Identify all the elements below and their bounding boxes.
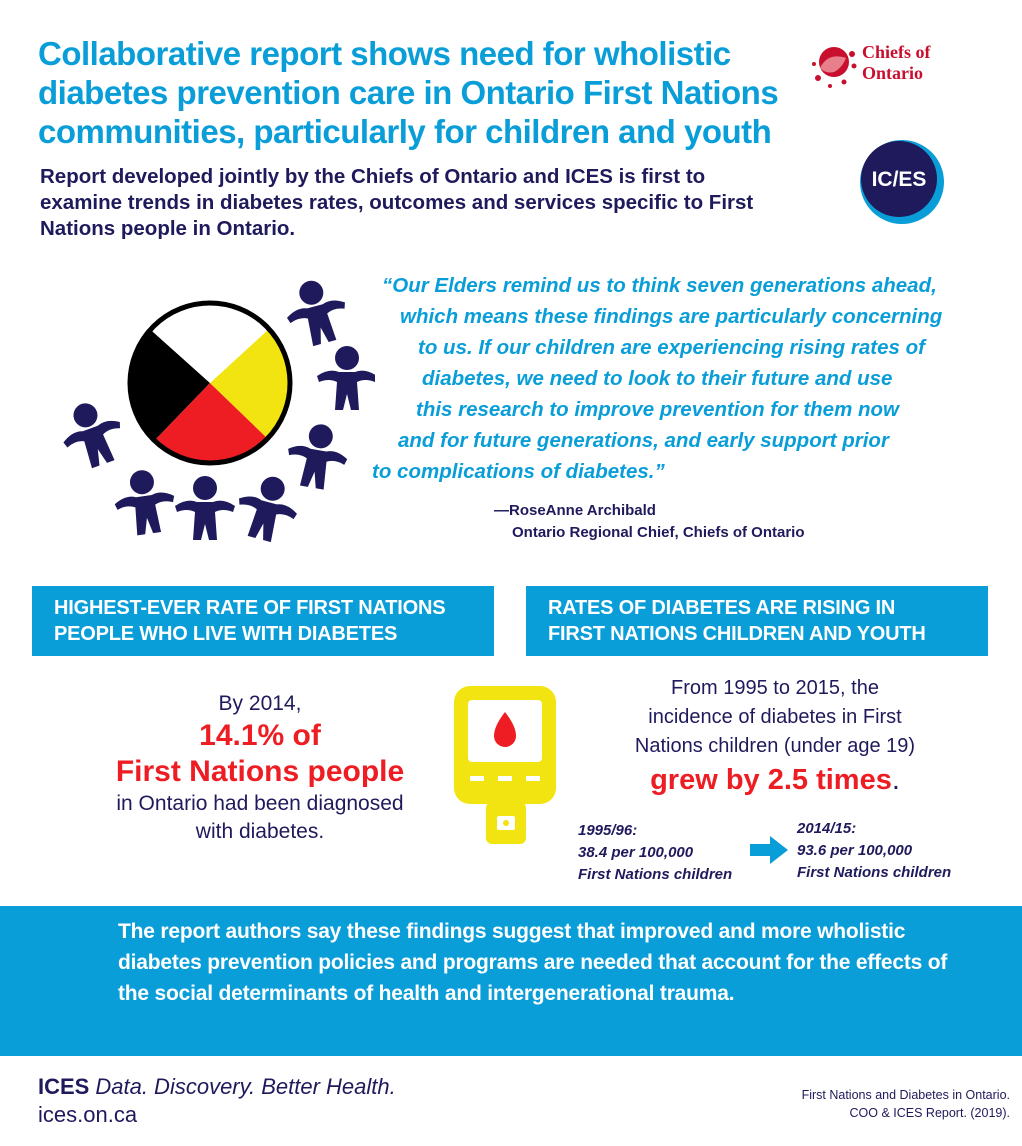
stat-prevalence bbox=[60, 690, 460, 846]
banner-line: RATES OF DIABETES ARE RISING IN bbox=[548, 597, 896, 619]
stat-outro: in Ontario had been diagnosed bbox=[116, 792, 404, 815]
banner-line: PEOPLE WHO LIVE WITH DIABETES bbox=[54, 623, 398, 645]
stat-highlight: First Nations people bbox=[115, 755, 405, 788]
quote-author-role: Ontario Regional Chief, Chiefs of Ontario bbox=[512, 524, 805, 541]
footer-url[interactable]: ices.on.ca bbox=[38, 1102, 138, 1127]
stat-intro: By 2014, bbox=[218, 692, 302, 715]
page-title: Collaborative report shows need for wholistic diabetes prevention care in Ontario First Nations communities, particularly for children and youth bbox=[38, 35, 779, 150]
quote-line: this research to improve prevention for them now bbox=[416, 398, 899, 421]
medicine-wheel-illustration bbox=[55, 268, 375, 568]
rate-1995 bbox=[578, 820, 732, 886]
stat-highlight: grew by 2.5 times bbox=[650, 764, 892, 796]
quote-line: “Our Elders remind us to think seven generations ahead, bbox=[382, 274, 937, 297]
banner-rising-rates bbox=[526, 586, 988, 656]
ices-badge-text: IC/ES bbox=[871, 168, 927, 191]
glucose-meter-icon bbox=[450, 684, 560, 848]
rate-year: 2014/15: bbox=[797, 820, 857, 837]
rate-group: First Nations children bbox=[797, 864, 952, 881]
quote-line: to complications of diabetes.” bbox=[372, 460, 665, 483]
quote-line: which means these findings are particularly concerning bbox=[400, 305, 943, 328]
elder-quote bbox=[370, 270, 990, 487]
ices-logo bbox=[860, 140, 944, 224]
footer-tagline: Data. Discovery. Better Health. bbox=[95, 1074, 396, 1099]
arrow-right-icon bbox=[750, 836, 788, 864]
coo-wordmark bbox=[862, 42, 931, 84]
rate-group: First Nations children bbox=[578, 866, 733, 883]
footer-brand bbox=[38, 1072, 396, 1102]
stat-outro: with diabetes. bbox=[195, 820, 325, 843]
citation-line: First Nations and Diabetes in Ontario. bbox=[801, 1088, 1010, 1102]
citation bbox=[802, 1086, 1010, 1122]
stat-text: Nations children (under age 19) bbox=[634, 735, 916, 757]
conclusion-band bbox=[0, 906, 1022, 1056]
stat-text: incidence of diabetes in First bbox=[648, 706, 902, 728]
stat-text: From 1995 to 2015, the bbox=[671, 677, 879, 699]
page-subtitle: Report developed jointly by the Chiefs of Ontario and ICES is first to examine trends in diabetes rates, outcomes and services specific to First Nations people in Ontario. bbox=[40, 165, 754, 240]
stat-period: . bbox=[891, 764, 900, 796]
banner-line: HIGHEST-EVER RATE OF FIRST NATIONS bbox=[54, 597, 446, 619]
footer-ices: ICES bbox=[38, 1074, 90, 1099]
coo-wordmark-line2: Ontario bbox=[862, 63, 923, 83]
medicine-wheel-icon bbox=[130, 303, 290, 463]
stat-incidence bbox=[590, 674, 960, 799]
quote-line: diabetes, we need to look to their future and use bbox=[422, 367, 893, 390]
quote-line: to us. If our children are experiencing rising rates of bbox=[418, 336, 925, 359]
rate-value: 93.6 per 100,000 bbox=[797, 842, 913, 859]
citation-line: COO & ICES Report. (2019). bbox=[849, 1106, 1010, 1120]
coo-wordmark-line1: Chiefs of bbox=[862, 42, 931, 62]
quote-line: and for future generations, and early support prior bbox=[398, 429, 889, 452]
banner-line: FIRST NATIONS CHILDREN AND YOUTH bbox=[548, 623, 926, 645]
conclusion-text: The report authors say these findings suggest that improved and more wholistic diabetes prevention policies and programs are needed that account for the effects of the social determinants of health and intergenerational trauma. bbox=[118, 920, 948, 1005]
stat-highlight: 14.1% of bbox=[199, 719, 321, 752]
rate-value: 38.4 per 100,000 bbox=[578, 844, 694, 861]
rate-year: 1995/96: bbox=[578, 822, 638, 839]
quote-author: —RoseAnne Archibald bbox=[494, 502, 656, 519]
banner-highest-rate bbox=[32, 586, 494, 656]
quote-attribution bbox=[494, 500, 805, 544]
rate-2014 bbox=[797, 818, 951, 884]
